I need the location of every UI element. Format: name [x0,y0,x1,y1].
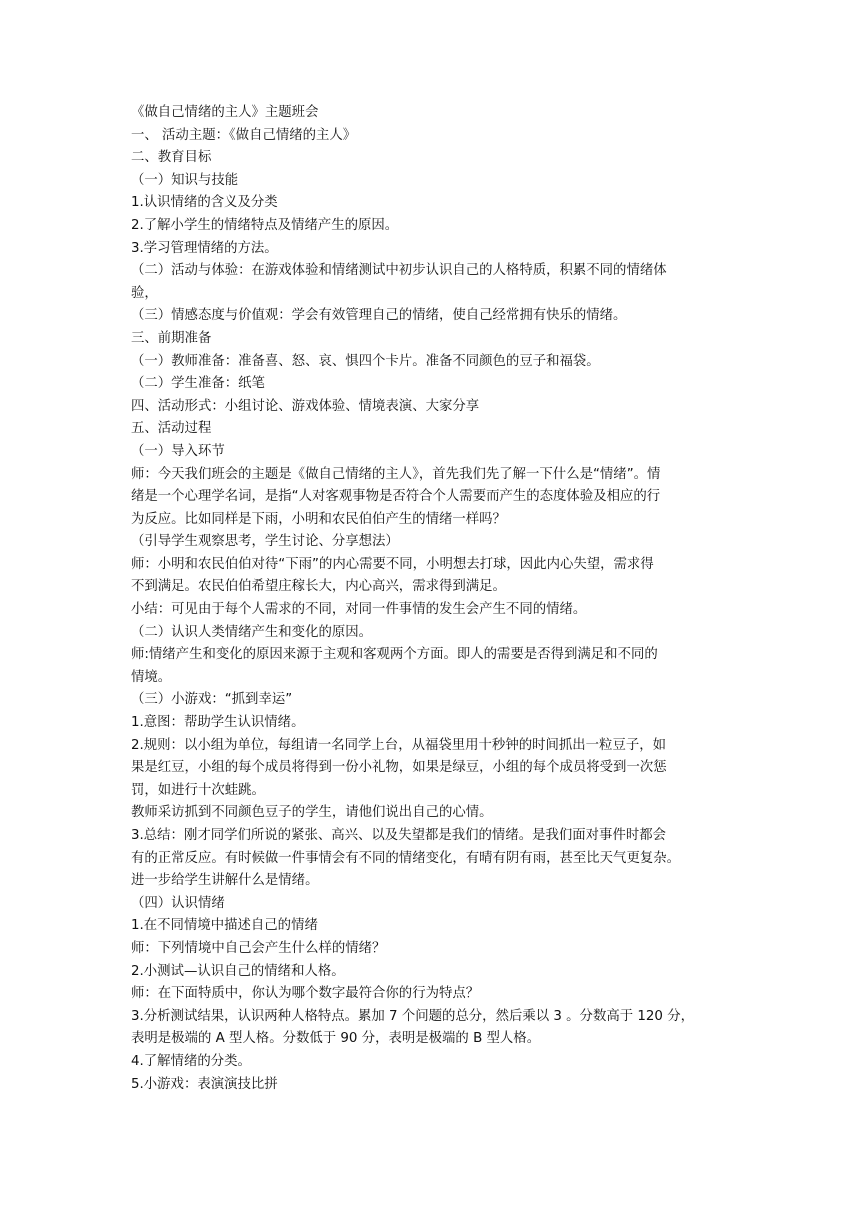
paragraph-line: 1.在不同情境中描述自己的情绪 [131,918,318,934]
paragraph-line: 为反应。比如同样是下雨，小明和农民伯伯产生的情绪一样吗？ [131,511,506,527]
subsection-heading: （三）小游戏：“抓到幸运” [131,692,293,708]
paragraph-line: 小结：可见由于每个人需求的不同，对同一件事情的发生会产生不同的情绪。 [131,602,587,618]
paragraph-line: 罚，如进行十次蛙跳。 [131,782,265,798]
subsection-heading: （一）知识与技能 [131,172,239,188]
paragraph-line: 2.规则：以小组为单位，每组请一名同学上台，从福袋里用十秒钟的时间抓出一粒豆子，如 [131,737,667,753]
section-heading: 二、教育目标 [131,150,212,166]
paragraph-line: 4.了解情绪的分类。 [131,1053,251,1069]
paragraph-line: 师：在下面特质中，你认为哪个数字最符合你的行为特点？ [131,986,480,1002]
paragraph-line: 师：今天我们班会的主题是《做自己情绪的主人》，首先我们先了解一下什么是“情绪”。情 [131,466,661,482]
paragraph-line: （一）教师准备：准备喜、怒、哀、惧四个卡片。准备不同颜色的豆子和福袋。 [131,353,600,369]
paragraph-line: 师:情绪产生和变化的原因来源于主观和客观两个方面。即人的需要是否得到满足和不同的 [131,647,658,663]
subsection-heading: （四）认识情绪 [131,895,225,911]
paragraph-line: 2.小测试—认识自己的情绪和人格。 [131,963,345,979]
paragraph-line: 1.认识情绪的含义及分类 [131,195,278,211]
paragraph-line: 进一步给学生讲解什么是情绪。 [131,873,319,889]
paragraph-line: （二）活动与体验：在游戏体验和情绪测试中初步认识自己的人格特质，积累不同的情绪体 [131,263,667,279]
paragraph-line: 绪是一个心理学名词，是指“人对客观事物是否符合个人需要而产生的态度体验及相应的行 [131,489,661,505]
paragraph-line: 验， [131,285,158,301]
paragraph-line: 师：下列情境中自己会产生什么样的情绪？ [131,940,386,956]
paragraph-line: （二）学生准备：纸笔 [131,376,265,392]
paragraph-line: 有的正常反应。有时候做一件事情会有不同的情绪变化，有晴有阴有雨，甚至比天气更复杂。 [131,850,681,866]
paragraph-line: 3.总结：刚才同学们所说的紧张、高兴、以及失望都是我们的情绪。是我们面对事件时都会 [131,828,667,843]
document-body [131,102,731,1096]
paragraph-line: 1.意图：帮助学生认识情绪。 [131,715,305,731]
paragraph-line: 表明是极端的 A 型人格。分数低于 90 分，表明是极端的 B 型人格。 [131,1031,541,1047]
paragraph-line: 3.学习管理情绪的方法。 [131,240,278,256]
paragraph-line: 2.了解小学生的情绪特点及情绪产生的原因。 [131,217,399,233]
paragraph-line: 5.小游戏：表演演技比拼 [131,1076,278,1092]
doc-title: 《做自己情绪的主人》主题班会 [131,105,319,120]
paragraph-line: 师：小明和农民伯伯对待“下雨”的内心需要不同，小明想去打球，因此内心失望，需求得 [131,556,654,572]
paragraph-line: （三）情感态度与价值观：学会有效管理自己的情绪，使自己经常拥有快乐的情绪。 [131,308,627,324]
section-heading: 三、前期准备 [131,330,212,346]
paragraph-line: 教师采访抓到不同颜色豆子的学生，请他们说出自己的心情。 [131,805,493,821]
paragraph-line: 情境。 [131,669,172,685]
subsection-heading: （二）认识人类情绪产生和变化的原因。 [131,624,373,640]
paragraph-line: 3.分析测试结果，认识两种人格特点。累加 7 个问题的总分，然后乘以 3 。分数高于 120 分， [131,1008,694,1024]
paragraph-line: 不到满足。农民伯伯希望庄稼长大，内心高兴，需求得到满足。 [131,579,506,595]
paragraph-line: 果是红豆，小组的每个成员将得到一份小礼物，如果是绿豆，小组的每个成员将受到一次惩 [131,760,667,776]
subsection-heading: （一）导入环节 [131,443,225,459]
section-heading: 四、活动形式：小组讨论、游戏体验、情境表演、大家分享 [131,398,480,414]
paragraph-line: （引导学生观察思考，学生讨论、分享想法） [131,534,399,550]
section-heading: 五、活动过程 [131,421,212,437]
section-heading: 一、 活动主题：《做自己情绪的主人》 [131,127,357,143]
